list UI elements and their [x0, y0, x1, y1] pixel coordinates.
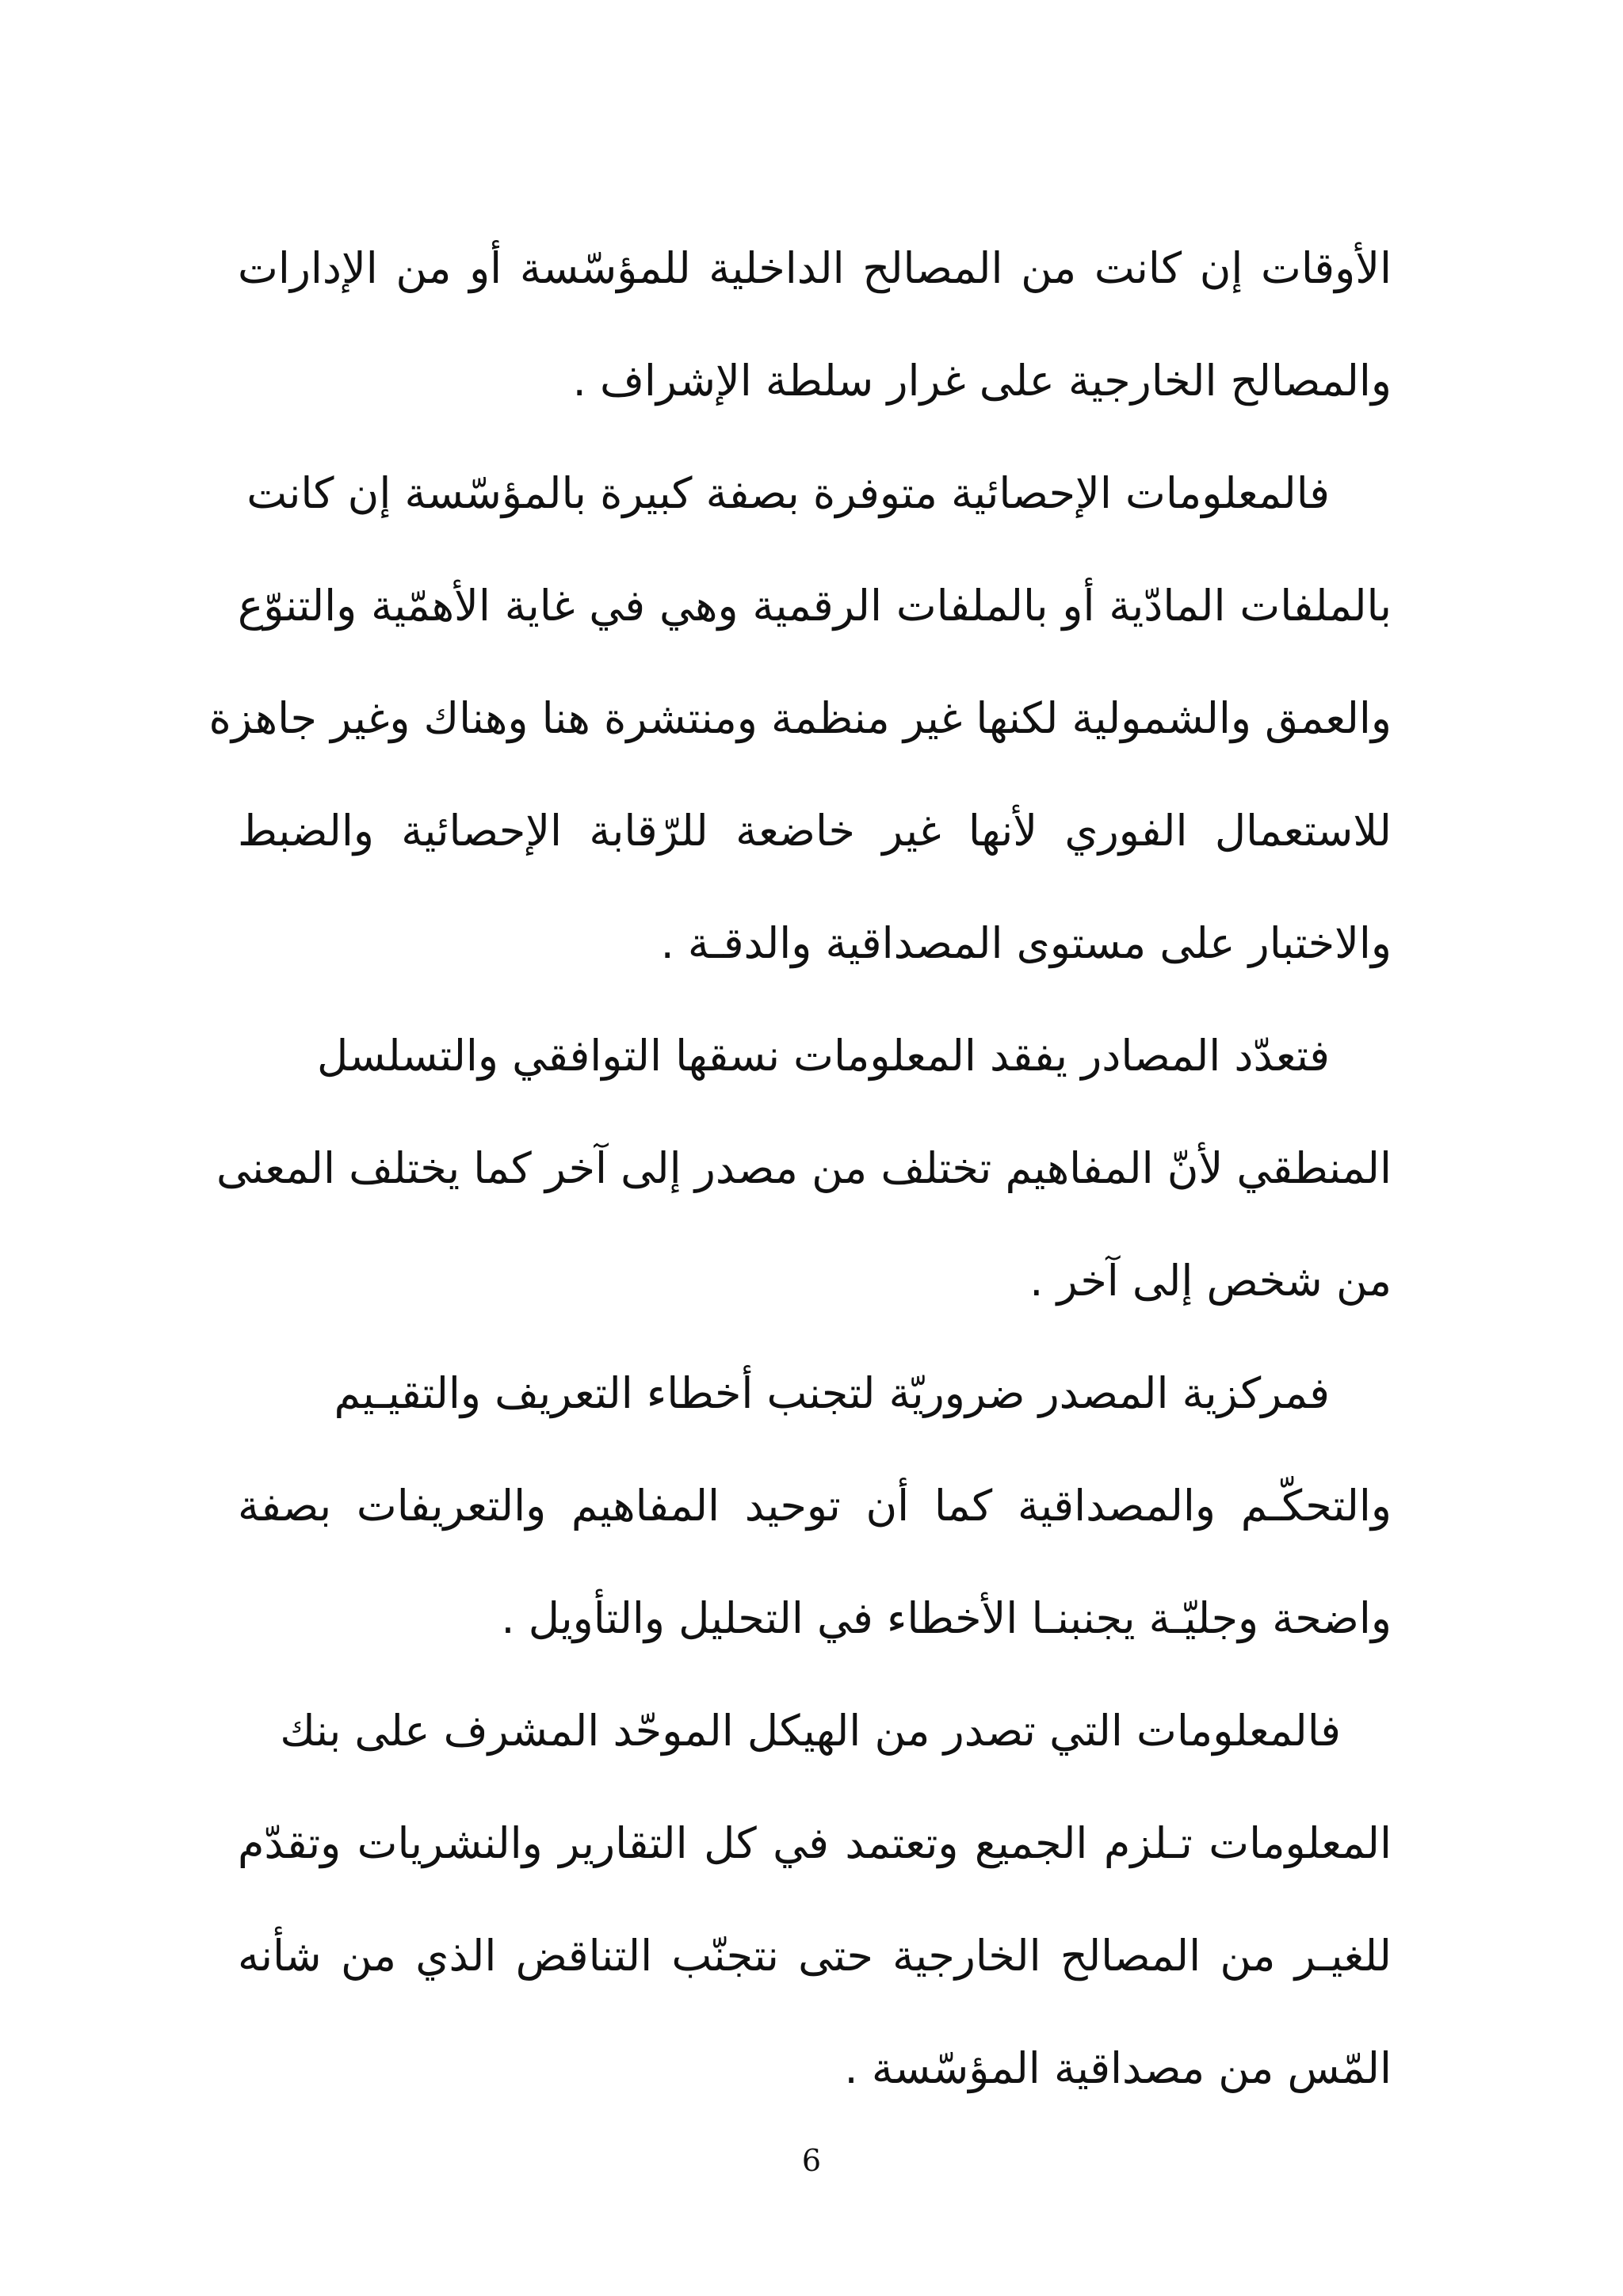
text-line-6: للاستعمال الفوري لأنها غير خاضعة للرّقابة الإحصائية والضبط [238, 806, 1392, 856]
body-text [208, 212, 1392, 2125]
text-line-17: المّس من مصداقية المؤسّسة . [844, 2043, 1392, 2093]
text-line-5: والعمق والشمولية لكنها غير منظمة ومنتشرة هنا وهناك وغير جاهزة [208, 693, 1392, 743]
text-line-16: للغيـر من المصالح الخارجية حتى نتجنّب التناقض الذي من شأنه [238, 1931, 1392, 1981]
text-line-3: فالمعلومات الإحصائية متوفرة بصفة كبيرة بالمؤسّسة إن كانت [246, 468, 1330, 518]
text-line-14: فالمعلومات التي تصدر من الهيكل الموحّد المشرف على بنك [280, 1706, 1341, 1756]
text-line-2: والمصالح الخارجية على غرار سلطة الإشراف . [572, 356, 1392, 406]
text-line-10: من شخص إلى آخر . [1029, 1256, 1392, 1306]
text-line-15: المعلومات تـلزم الجميع وتعتمد في كل التقارير والنشريات وتقدّم [238, 1818, 1392, 1868]
text-line-1: الأوقات إن كانت من المصالح الداخلية للمؤسّسة أو من الإدارات [238, 243, 1392, 293]
text-line-7: والاختبار على مستوى المصداقية والدقـة . [660, 918, 1392, 968]
text-line-9: المنطقي لأنّ المفاهيم تختلف من مصدر إلى آخر كما يختلف المعنى [216, 1143, 1392, 1193]
text-line-12: والتحكّـم والمصداقية كما أن توحيد المفاهيم والتعريفات بصفة [238, 1481, 1392, 1531]
page-number: 6 [801, 2143, 822, 2178]
text-line-11: فمركزية المصدر ضروريّة لتجنب أخطاء التعريف والتقيـيم [334, 1368, 1330, 1418]
text-line-8: فتعدّد المصادر يفقد المعلومات نسقها التوافقي والتسلسل [317, 1031, 1330, 1081]
text-line-4: بالملفات المادّية أو بالملفات الرقمية وهي في غاية الأهمّية والتنوّع [238, 581, 1392, 631]
text-line-13: واضحة وجليّـة يجنبنـا الأخطاء في التحليل والتأويل . [501, 1593, 1392, 1643]
